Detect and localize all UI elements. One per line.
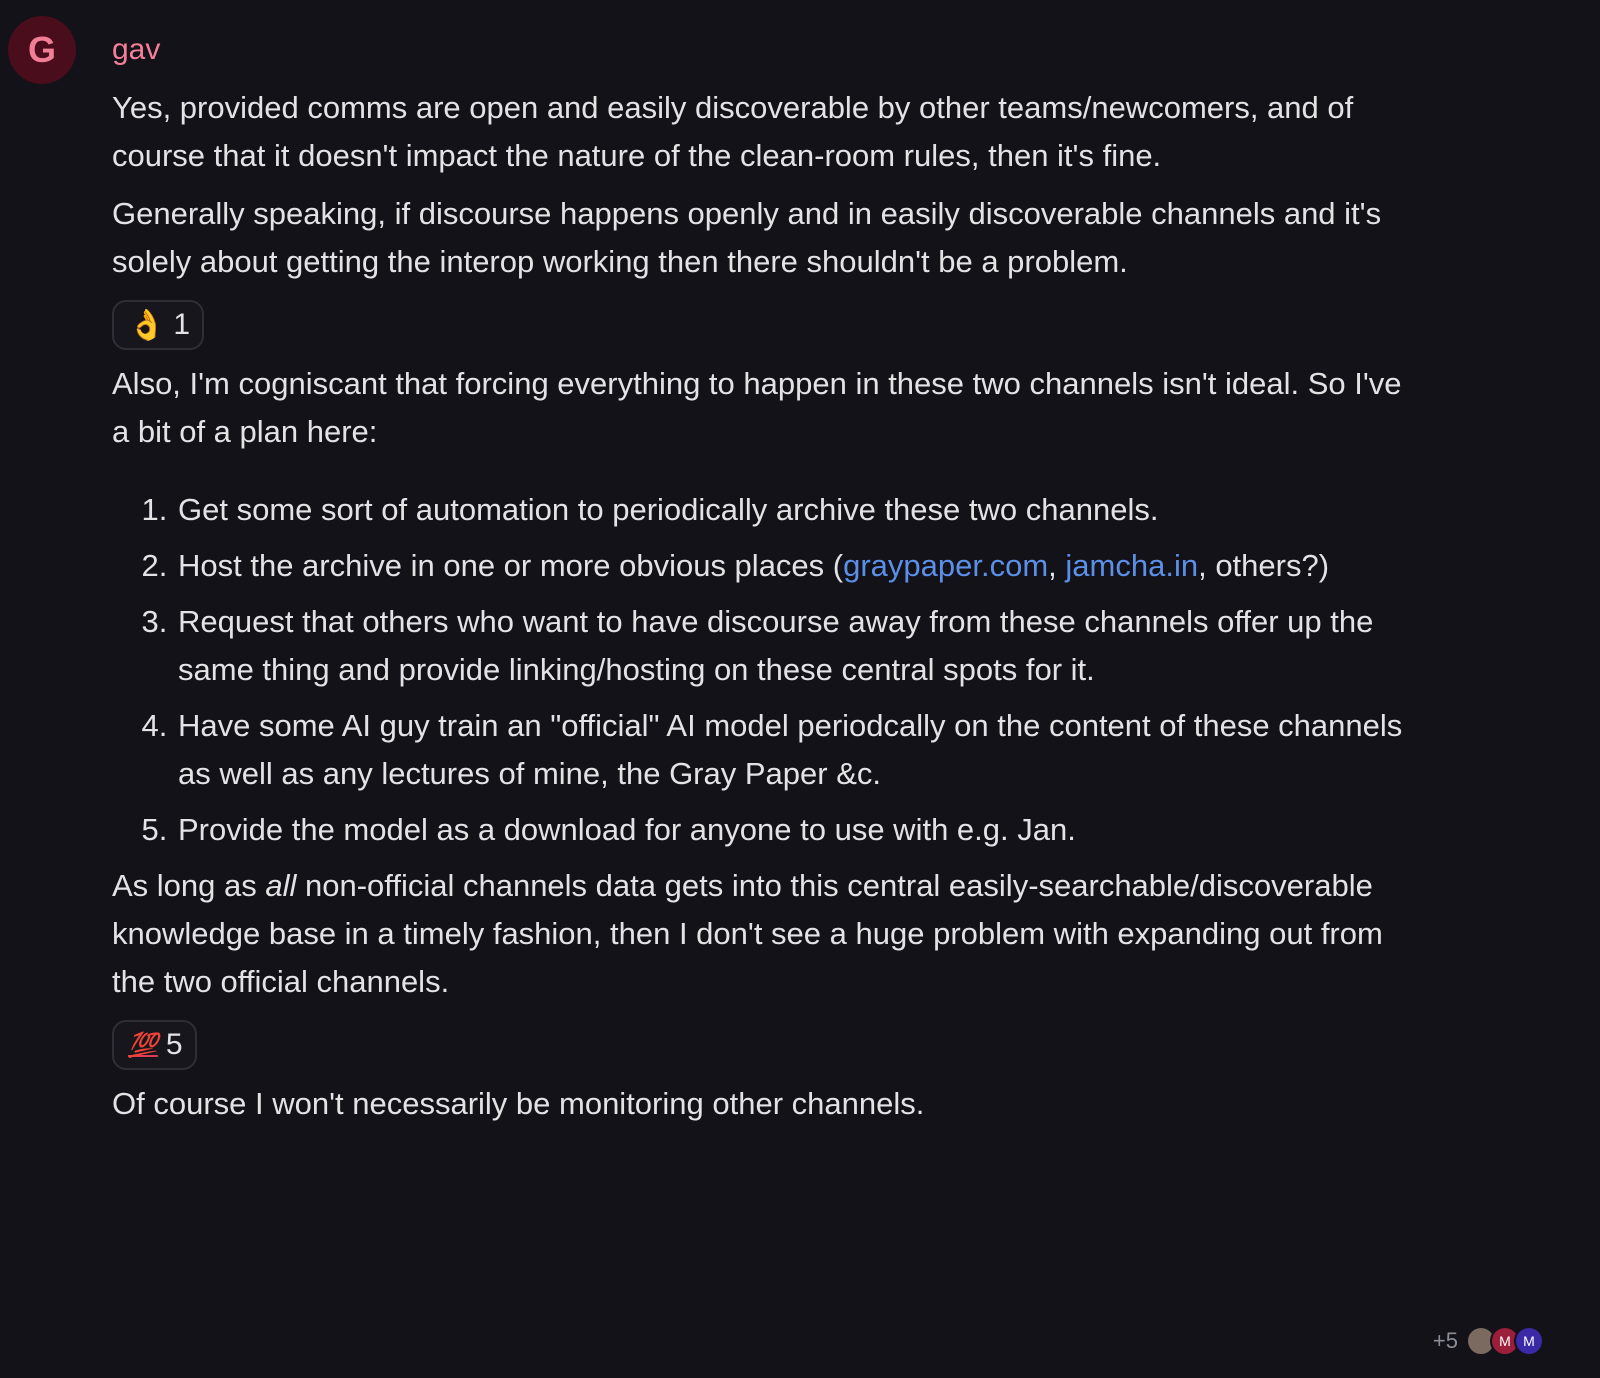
read-receipts-count: +5 (1432, 1328, 1458, 1353)
list-item (176, 542, 1412, 590)
plan-list (112, 486, 1412, 854)
jamchain-link[interactable]: jamcha.in (1065, 548, 1199, 583)
list-item-separator: , (1048, 548, 1066, 583)
reader-avatar: M (1514, 1326, 1544, 1356)
list-item: 1. Get some sort of automation to periodically archive these two channels. (176, 486, 1412, 534)
conclusion-prefix: As long as (112, 868, 266, 903)
message-paragraph-1: Yes, provided comms are open and easily discoverable by other teams/newcomers, and of course that it doesn't impact the nature of the clean-room rules, then it's fine. (112, 90, 1354, 173)
conclusion-emphasis: all (265, 868, 297, 903)
reader-avatar: M (1490, 1326, 1520, 1356)
list-item-text: , others?) (1198, 548, 1330, 583)
reaction-hundred[interactable] (112, 1020, 197, 1070)
list-item: 4. Have some AI guy train an "official" AI model periodcally on the content of these channels as well as any lectures of mine, the Gray Paper &c. (176, 702, 1412, 798)
ok-hand-icon: 👌 (128, 308, 166, 342)
plan-intro: Also, I'm cogniscant that forcing everything to happen in these two channels isn't ideal. So I've a bit of a plan here: (112, 366, 1402, 449)
reaction-count: 1 (173, 308, 191, 341)
read-receipts[interactable] (1433, 1326, 1544, 1356)
sender-name[interactable]: gav (112, 33, 161, 66)
list-item: 3. Request that others who want to have discourse away from these channels offer up the same thing and provide linking/hosting on these central spots for it. (176, 598, 1412, 694)
hundred-points-icon: 💯 (128, 1031, 158, 1059)
list-item: 5. Provide the model as a download for anyone to use with e.g. Jan. (176, 806, 1412, 854)
last-line: Of course I won't necessarily be monitoring other channels. (112, 1086, 925, 1121)
sender-avatar[interactable]: G (8, 16, 76, 84)
reaction-count: 5 (165, 1028, 183, 1061)
message-paragraph-2: Generally speaking, if discourse happens openly and in easily discoverable channels and it's solely about getting the interop working then there shouldn't be a problem. (112, 196, 1382, 279)
graypaper-link[interactable]: graypaper.com (843, 548, 1049, 583)
reaction-ok-hand[interactable] (112, 300, 204, 350)
conclusion-suffix: non-official channels data gets into this central easily-searchable/discoverable knowledge base in a timely fashion, then I don't see a huge problem with expanding out from the two official channels. (112, 868, 1383, 999)
message-body (112, 28, 1412, 1138)
list-item-text: Host the archive in one or more obvious places ( (178, 548, 844, 583)
conclusion-paragraph (112, 862, 1412, 1006)
